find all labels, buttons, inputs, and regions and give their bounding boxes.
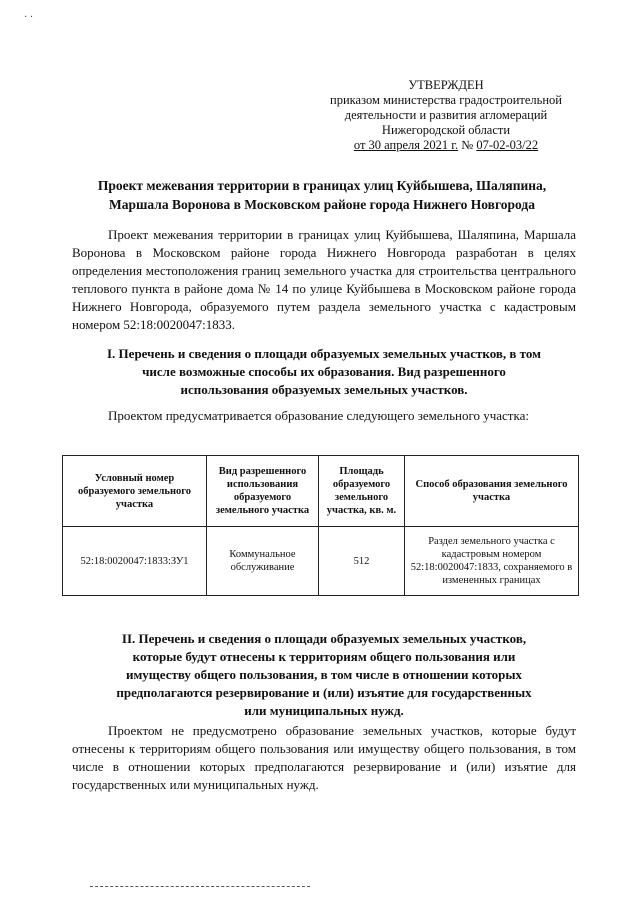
section-2-heading-line-2: которые будут отнесены к территориям общего пользования или	[132, 649, 516, 664]
table-header-cell: Способ образования земельного участка	[405, 456, 579, 527]
approval-region-line: Нижегородской области	[381, 123, 511, 137]
table-cell-formation-method: Раздел земельного участка с кадастровым номером 52:18:0020047:1833, сохраняемого в измененных границах	[405, 527, 579, 596]
document-title	[72, 176, 572, 214]
approval-number: 07-02-03/22	[476, 138, 539, 152]
section-2-heading-line-1: II. Перечень и сведения о площади образуемых земельных участков,	[121, 631, 527, 646]
section-2-heading-line-5: или муниципальных нужд.	[244, 703, 404, 718]
section-1-heading-line-3: использования образуемых земельных участков.	[180, 382, 468, 397]
approval-title: УТВЕРЖДЕН	[408, 78, 484, 92]
document-title-line-1: Проект межевания территории в границах улиц Куйбышева, Шаляпина,	[97, 178, 547, 193]
table-header-cell: Условный номер образуемого земельного участка	[63, 456, 207, 527]
table-header-cell: Вид разрешенного использования образуемого земельного участка	[207, 456, 319, 527]
approval-block	[320, 78, 572, 153]
section-1-heading	[72, 345, 576, 399]
section-2-heading-line-4: предполагаются резервирование и (или) изъятие для государственных	[116, 685, 532, 700]
table-header-cell: Площадь образуемого земельного участка, кв. м.	[319, 456, 405, 527]
section-1-heading-line-1: I. Перечень и сведения о площади образуемых земельных участков, в том	[107, 346, 541, 361]
land-plot-table	[62, 455, 579, 596]
section-2-heading-line-3: имуществу общего пользования, в том числе в отношении которых	[125, 667, 523, 682]
section-2-paragraph: Проектом не предусмотрено образование земельных участков, которые будут отнесены к территориям общего пользования или имуществу общего пользования, в том числе в отношении которых предполагаются резервирование и (или) изъятие для государственных или муниципальных нужд.	[72, 723, 576, 792]
footer-divider	[90, 886, 310, 887]
intro-paragraph: Проект межевания территории в границах улиц Куйбышева, Шаляпина, Маршала Воронова в Московском районе города Нижнего Новгорода разработан в целях определения местоположения границ земельного участка для строительства центрального теплового пункта в районе дома № 14 по улице Куйбышева в Московском районе города Нижнего Новгорода, образуемого путем раздела земельного участка с кадастровым номером 52:18:0020047:1833.	[72, 227, 576, 332]
approval-order-line: приказом министерства градостроительной	[330, 93, 562, 107]
table-cell-area: 512	[319, 527, 405, 596]
document-title-line-2: Маршала Воронова в Московском районе города Нижнего Новгорода	[109, 197, 535, 212]
section-2-heading	[72, 630, 576, 720]
scan-marks: · ·	[24, 12, 34, 23]
table-cell-permitted-use: Коммунальное обслуживание	[207, 527, 319, 596]
section-1-paragraph: Проектом предусматривается образование следующего земельного участка:	[108, 408, 529, 423]
table-cell-plot-number: 52:18:0020047:1833:ЗУ1	[63, 527, 207, 596]
approval-number-sign: №	[461, 138, 474, 152]
approval-ministry-line: деятельности и развития агломераций	[344, 108, 548, 122]
table-header-row	[63, 456, 579, 527]
approval-date: от 30 апреля 2021 г.	[353, 138, 459, 152]
section-1-heading-line-2: числе возможные способы их образования. Вид разрешенного	[142, 364, 506, 379]
table-row	[63, 527, 579, 596]
approval-date-line	[320, 138, 572, 153]
